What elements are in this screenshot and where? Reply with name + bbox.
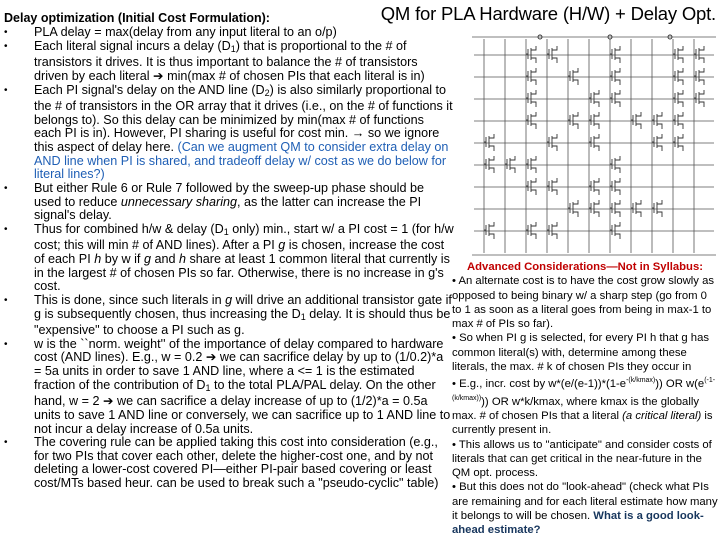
advanced-title: Advanced Considerations—Not in Syllabus: — [466, 261, 703, 273]
transistor-icon — [505, 156, 515, 173]
slide-title: QM for PLA Hardware (H/W) + Delay Opt. — [380, 3, 716, 24]
bullet-covering-rule: • The covering rule can be applied taking this cost into consideration (e.g., for two PIs that cover each other, delete the higher-cost one, and by not deleting a lower-cost covered PI—either PI-pair based covering or least cost/MTs based heur. can be used to break such a "pseudo-cyclic" table) — [4, 436, 454, 491]
transistor-icon — [589, 90, 599, 107]
transistor-icon — [673, 68, 683, 85]
transistor-icon — [610, 46, 620, 63]
transistor-icon — [568, 68, 578, 85]
transistor-icon — [589, 200, 599, 217]
transistor-icon — [610, 156, 620, 173]
advanced-considerations-box — [452, 260, 718, 540]
transistor-icon — [568, 200, 578, 217]
advanced-point-1: • An alternate cost is to have the cost grow slowly as opposed to being binary w/ a sharp step (go from 0 to 1 as soon as a literal goes from being in max-1 to max # of PIs so far). — [452, 275, 715, 331]
look-ahead-question: What is a good look-ahead estimate? — [452, 510, 704, 537]
transistor-array — [484, 35, 704, 239]
bullet-norm-weight: • w is the ``norm. weight'' of the importance of delay compared to hardware cost (AND lines). E.g., w = 0.2 ➔ we can sacrifice delay by up to (1/0.2)*a = 5a units in order to save 1 AND line, where a <= 1 is the estimated fraction of the contribution of $D_1$ to the total PLA/PAL delay. On the other hand, w = 2 ➔ we can sacrifice a delay increase of up to (1/2)*a = 0.5a units to save 1 AND line or conversely, we can sacrifice up to 1 AND line to not incur a delay increase of 0.5a units. — [4, 338, 454, 436]
transistor-icon — [526, 222, 536, 239]
advanced-point-3: • E.g., incr. cost by $w*(e/(e-1))*(1-e^{-(k/kmax)})$) OR $w(e^{(-1-(k/kmax))})$) OR w*k/kmax, where kmax is the globally max. # of chosen PIs that a literal (a critical literal) is currently present in. — [452, 377, 716, 437]
transistor-icon — [610, 178, 620, 195]
transistor-icon — [484, 156, 494, 173]
transistor-icon — [568, 112, 578, 129]
advanced-point-4: • This allows us to "anticipate" and consider costs of literals that can get critical in the near-future in the QM opt. process. — [452, 438, 712, 480]
transistor-icon — [652, 112, 662, 129]
transistor-icon — [526, 46, 536, 63]
pla-circuit-diagram — [470, 33, 718, 259]
bullet-list — [4, 26, 454, 491]
right-arrow-icon: ➔ — [205, 350, 217, 365]
transistor-icon — [694, 68, 704, 85]
transistor-icon — [589, 178, 599, 195]
transistor-icon — [631, 112, 641, 129]
transistor-icon — [694, 90, 704, 107]
transistor-icon — [526, 156, 536, 173]
transistor-icon — [610, 200, 620, 217]
transistor-icon — [610, 90, 620, 107]
transistor-icon — [673, 46, 683, 63]
right-arrow-icon: ➔ — [102, 394, 114, 409]
right-arrow-icon: → — [351, 126, 365, 141]
transistor-icon — [673, 134, 683, 151]
bullet-pi-delay: • Each PI signal's delay on the AND line $(D_2)$ is also similarly proportional to the # of transistors in the OR array that it drives (i.e., on the # of functions it belongs to). So this delay can be minimized by min(max # of functions each PI is in). However, PI sharing is useful for cost min. → so we ignore this aspect of delay here. (Can we augment QM to consider extra delay on AND line when PI is shared, and tradeoff delay w/ cost as we do below for literal lines?) — [4, 84, 454, 182]
transistor-icon — [694, 46, 704, 63]
bullet-pla-delay: • PLA delay = max(delay from any input literal to an o/p) — [4, 26, 454, 40]
transistor-icon — [673, 90, 683, 107]
question-note: (Can we augment QM to consider extra delay on AND line when PI is shared, and tradeoff delay w/ cost as we do below for literal lines?) — [34, 140, 449, 182]
bullet-literal-delay: • Each literal signal incurs a delay $(D_1)$ that is proportional to the # of transistors it drives. It is thus important to balance the # of transistors driven by each literal ➔ min(max # of chosen PIs that each literal is in) — [4, 40, 454, 84]
section-subtitle: Delay optimization (Initial Cost Formulation): — [4, 11, 270, 25]
transistor-icon — [610, 222, 620, 239]
transistor-icon — [673, 112, 683, 129]
transistor-icon — [547, 134, 557, 151]
transistor-icon — [589, 134, 599, 151]
bullet-combined-cost: • Thus for combined h/w & delay ($D_1$ only) min., start w/ a PI cost = 1 (for h/w cost; this will min # of AND lines). After a PI g is chosen, increase the cost of each PI h by w if g and h share at least 1 common literal that currently is in the largest # of chosen PIs so far. Otherwise, there is no increase in g's cost. — [4, 223, 454, 294]
transistor-icon — [484, 222, 494, 239]
bullet-transistor-gate: • This is done, since such literals in g will drive an additional transistor gate if g is subsequently chosen, thus increasing the $D_1$ delay. It is should thus be "expensive" to choose a PI such as g. — [4, 294, 454, 338]
transistor-icon — [547, 222, 557, 239]
right-arrow-icon: ➔ — [153, 68, 164, 83]
transistor-icon — [526, 112, 536, 129]
bullet-rule-sharing: • But either Rule 6 or Rule 7 followed by the sweep-up phase should be used to reduce unnecessary sharing, as the latter can increase the PI signal's delay. — [4, 182, 454, 223]
transistor-icon — [610, 68, 620, 85]
advanced-point-5: • But this does not do "look-ahead" (check what PIs are remaining and for each literal estimate how many it belongs to will be chosen. What is a good look-ahead estimate? — [452, 481, 718, 537]
transistor-icon — [484, 134, 494, 151]
transistor-icon — [631, 200, 641, 217]
transistor-icon — [526, 68, 536, 85]
advanced-point-2: • So when PI g is selected, for every PI h that g has common literal(s) with, determine among these literals, the max. # k of chosen PIs they occur in — [452, 332, 710, 374]
transistor-icon — [652, 200, 662, 217]
transistor-icon — [547, 46, 557, 63]
transistor-icon — [652, 134, 662, 151]
transistor-icon — [547, 178, 557, 195]
transistor-icon — [526, 90, 536, 107]
transistor-icon — [589, 112, 599, 129]
transistor-icon — [526, 178, 536, 195]
